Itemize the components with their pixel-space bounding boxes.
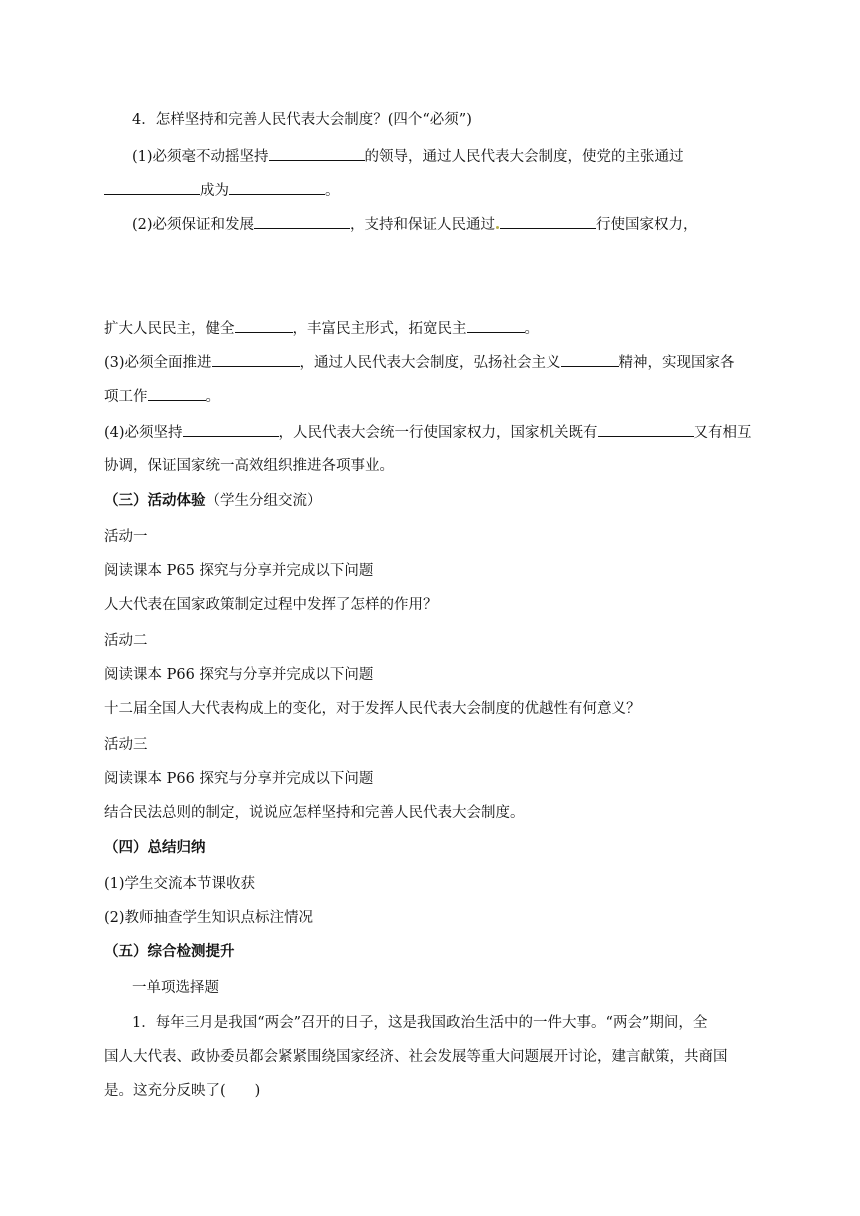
- fill-blank[interactable]: [254, 214, 350, 229]
- activity1-instruction: 阅读课本 P65 探究与分享并完成以下问题: [104, 563, 374, 579]
- q4-p2-text-d: 扩大人民民主，健全: [104, 321, 235, 337]
- q4-p2-text-e: ，丰富民主形式，拓宽民主: [292, 321, 467, 337]
- q4-p3-text-a: (3)必须全面推进: [104, 355, 212, 371]
- section5-heading: （五）综合检测提升: [104, 943, 235, 960]
- q4-point3-line2: [104, 386, 220, 407]
- activity1-question: 人大代表在国家政策制定过程中发挥了怎样的作用？: [104, 597, 438, 613]
- q4-point4-line2: 协调，保证国家统一高效组织推进各项事业。: [104, 458, 394, 474]
- q4-p4-text-b: ，人民代表大会统一行使国家权力，国家机关既有: [278, 425, 598, 441]
- section3-heading: [104, 491, 322, 511]
- q4-p1-text-c: 成为: [200, 183, 229, 199]
- activity3-label: 活动三: [104, 737, 148, 753]
- q4-point2-line2: [104, 318, 539, 339]
- q4-p4-text-a: (4)必须坚持: [104, 425, 183, 441]
- speck-mark: [496, 226, 499, 229]
- fill-blank[interactable]: [500, 214, 596, 229]
- q4-p3-text-c: 精神，实现国家各: [618, 355, 735, 371]
- activity3-instruction: 阅读课本 P66 探究与分享并完成以下问题: [104, 771, 374, 787]
- q4-point1-line1: [132, 146, 684, 167]
- q4-p1-text-d: 。: [325, 183, 340, 199]
- activity1-label: 活动一: [104, 529, 148, 545]
- activity3-question: 结合民法总则的制定，说说应怎样坚持和完善人民代表大会制度。: [104, 805, 525, 821]
- fill-blank[interactable]: [598, 422, 694, 437]
- section5-subheading: 一单项选择题: [132, 980, 219, 996]
- q4-p2-text-b: ，支持和保证人民通过: [350, 217, 496, 233]
- fill-blank[interactable]: [229, 180, 325, 195]
- fill-blank[interactable]: [269, 146, 365, 161]
- q4-p1-text-b: 的领导，通过人民代表大会制度，使党的主张通过: [364, 149, 684, 165]
- q4-p2-text-c: 行使国家权力，: [596, 217, 698, 233]
- fill-blank[interactable]: [212, 352, 300, 367]
- q4-p1-text-a: (1)必须毫不动摇坚持: [132, 149, 269, 165]
- q4-point3-line1: [104, 352, 735, 373]
- fill-blank[interactable]: [148, 386, 206, 401]
- activity2-instruction: 阅读课本 P66 探究与分享并完成以下问题: [104, 667, 374, 683]
- activity2-label: 活动二: [104, 633, 148, 649]
- q4-point1-line2: [104, 180, 340, 201]
- q4-p2-text-f: 。: [524, 321, 539, 337]
- fill-blank[interactable]: [561, 352, 619, 367]
- fill-blank[interactable]: [104, 180, 200, 195]
- q4-p2-text-a: (2)必须保证和发展: [132, 217, 255, 233]
- q4-point2-line1: [132, 214, 698, 235]
- q4-p3-text-b: ，通过人民代表大会制度，弘扬社会主义: [299, 355, 561, 371]
- q4-p4-text-c: 又有相互: [693, 425, 752, 441]
- section4-heading: （四）总结归纳: [104, 839, 206, 856]
- fill-blank[interactable]: [467, 318, 525, 333]
- q4-title: 4．怎样坚持和完善人民代表大会制度？(四个“必须”): [132, 112, 472, 128]
- mc-question1-line1: 1．每年三月是我国“两会”召开的日子，这是我国政治生活中的一件大事。“两会”期间，全: [132, 1015, 708, 1031]
- mc-question1-line2: 国人大代表、政协委员都会紧紧围绕国家经济、社会发展等重大问题展开讨论，建言献策，共商国: [104, 1049, 728, 1065]
- q4-p3-text-d: 项工作: [104, 389, 148, 405]
- q4-p3-text-e: 。: [205, 389, 220, 405]
- section3-heading-note: （学生分组交流）: [205, 493, 322, 509]
- mc-question1-line3: 是。这充分反映了( ): [104, 1083, 261, 1099]
- section4-item1: (1)学生交流本节课收获: [104, 876, 256, 892]
- fill-blank[interactable]: [183, 422, 279, 437]
- section3-heading-title: （三）活动体验: [104, 492, 206, 509]
- activity2-question: 十二届全国人大代表构成上的变化，对于发挥人民代表大会制度的优越性有何意义？: [104, 701, 641, 717]
- fill-blank[interactable]: [235, 318, 293, 333]
- q4-point4-line1: [104, 422, 752, 443]
- section4-item2: (2)教师抽查学生知识点标注情况: [104, 910, 314, 926]
